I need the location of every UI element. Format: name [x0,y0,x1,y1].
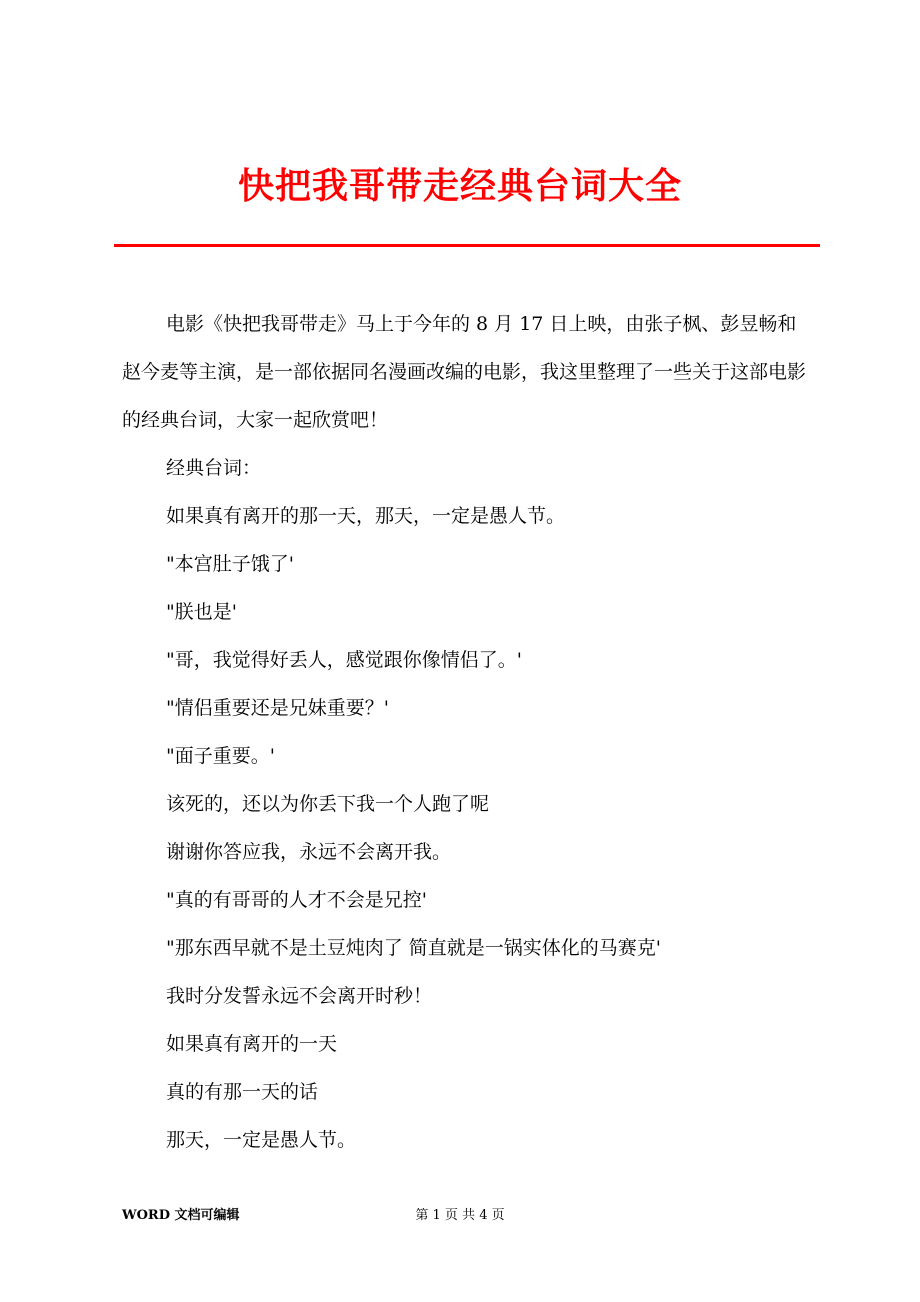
body-line: "那东西早就不是土豆炖肉了 简直就是一锅实体化的马赛克' [166,937,662,959]
body-line: 谢谢你答应我，永远不会离开我。 [166,841,452,863]
title-divider [114,244,820,247]
body-line: 真的有那一天的话 [166,1081,319,1103]
body-line: "朕也是' [166,601,237,623]
body-line: "本宫肚子饿了' [166,553,294,575]
document-title: 快把我哥带走经典台词大全 [237,165,682,207]
body-line: "哥，我觉得好丢人，感觉跟你像情侣了。' [166,649,522,671]
intro-paragraph: 电影《快把我哥带走》马上于今年的 8 月 17 日上映，由张子枫、彭昱畅和赵今麦等主演，是一部依据同名漫画改编的电影，我这里整理了一些关于这部电影的经典台词，大家一起欣赏吧！ [122,313,807,431]
body-line: 那天，一定是愚人节。 [166,1129,357,1151]
body-line: 我时分发誓永远不会离开时秒！ [166,985,433,1007]
document-body [122,300,812,1164]
page-number: 第 1 页 共 4 页 [415,1208,505,1223]
body-line: 如果真有离开的一天 [166,1033,338,1055]
body-line: 如果真有离开的那一天，那天，一定是愚人节。 [166,505,566,527]
footer-editable-note: WORD 文档可编辑 [122,1208,240,1223]
body-line: 经典台词： [166,457,262,479]
body-line: "面子重要。' [166,745,275,767]
body-line: "真的有哥哥的人才不会是兄控' [166,889,427,911]
body-line: "情侣重要还是兄妹重要？' [166,697,389,719]
body-line: 该死的，还以为你丢下我一个人跑了呢 [166,793,490,815]
page-footer [0,1204,920,1230]
